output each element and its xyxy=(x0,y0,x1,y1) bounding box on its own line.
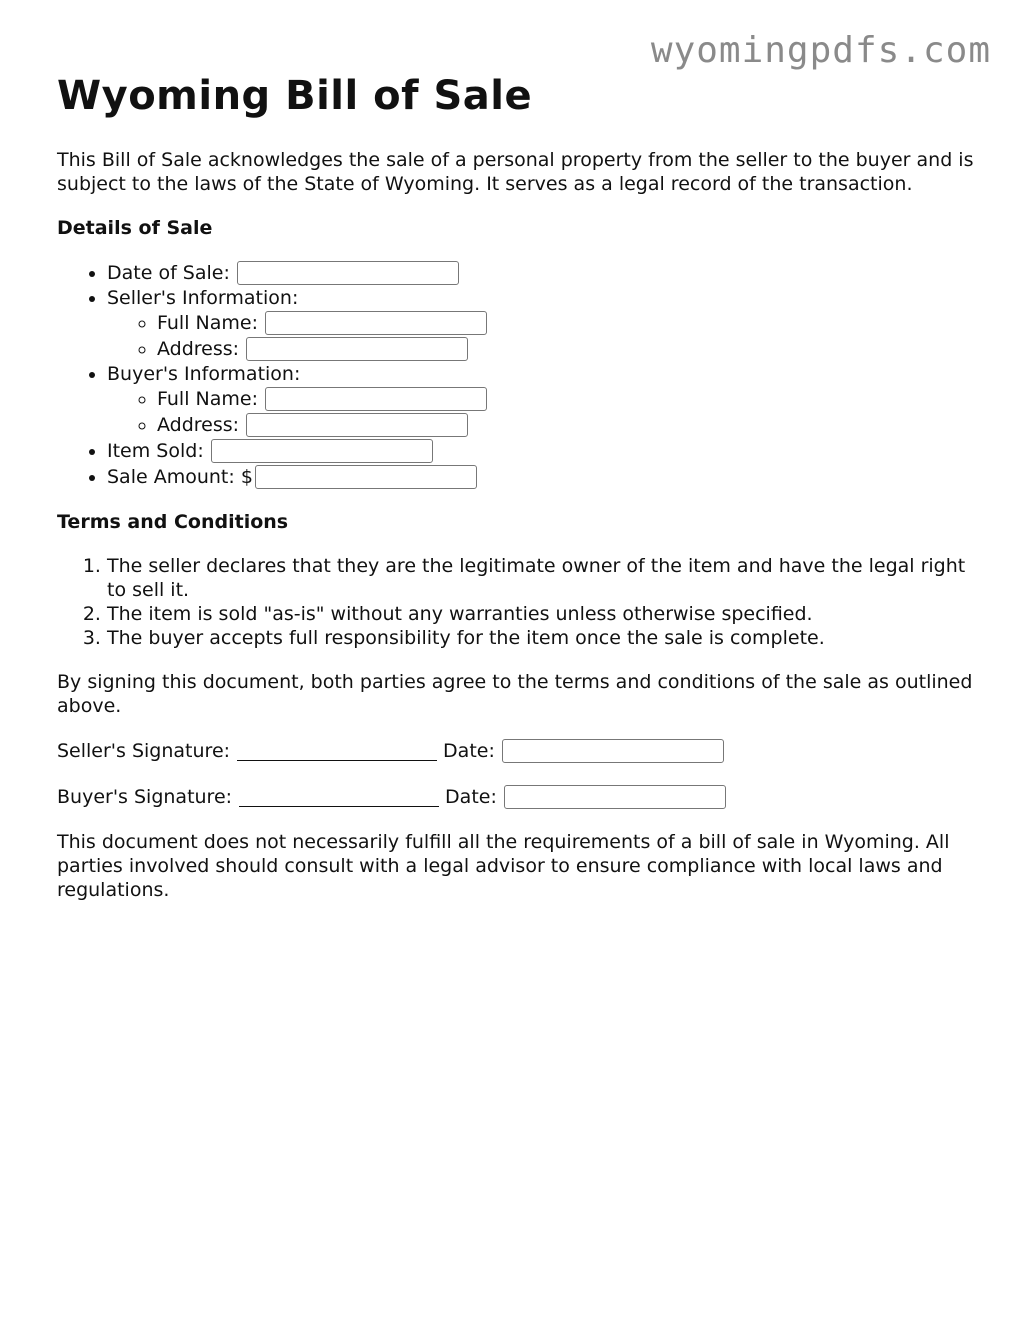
buyer-address-label: ◦ Address: xyxy=(157,414,240,436)
seller-date-input[interactable] xyxy=(502,739,724,763)
buyer-name-label: ◦ Full Name: xyxy=(157,388,258,410)
agreement-paragraph: By signing this document, both parties agree to the terms and conditions of the sale as outlined above. xyxy=(57,671,973,717)
seller-name-label: ◦ Full Name: xyxy=(157,312,258,334)
list-item-date xyxy=(107,260,977,286)
buyer-date-input[interactable] xyxy=(504,785,726,809)
buyer-info-list xyxy=(107,386,977,438)
list-item-seller-name xyxy=(157,310,977,336)
list-item-seller xyxy=(107,286,977,362)
date-of-sale-label: • Date of Sale: xyxy=(107,262,230,284)
buyer-info-label: Buyer's Information: xyxy=(107,363,301,385)
list-item-buyer xyxy=(107,362,977,438)
disclaimer-paragraph: This document does not necessarily fulfill all the requirements of a bill of sale in Wyoming. All parties involved should consult with a legal advisor to ensure compliance with local laws and regulations. xyxy=(57,831,950,901)
seller-date-label: Date: xyxy=(443,740,495,762)
date-of-sale-input[interactable] xyxy=(237,261,459,285)
buyer-signature-line[interactable] xyxy=(239,788,439,807)
seller-signature-line[interactable] xyxy=(237,742,437,761)
terms-heading: Terms and Conditions xyxy=(57,511,289,533)
buyer-signature-row xyxy=(57,784,977,810)
watermark: wyomingpdfs.com xyxy=(650,30,991,71)
intro-paragraph: This Bill of Sale acknowledges the sale of a personal property from the seller to the buyer and is subject to the laws of the State of Wyoming. It serves as a legal record of the transaction. xyxy=(57,149,974,195)
seller-address-label: ◦ Address: xyxy=(157,338,240,360)
list-item-buyer-name xyxy=(157,386,977,412)
buyer-date-label: Date: xyxy=(445,786,497,808)
list-item-seller-address xyxy=(157,336,977,362)
list-item-sale-amount xyxy=(107,464,977,490)
seller-info-label: Seller's Information: xyxy=(107,287,299,309)
seller-name-input[interactable] xyxy=(265,311,487,335)
sale-amount-input[interactable] xyxy=(255,465,477,489)
term-item: 1. The seller declares that they are the legitimate owner of the item and have the legal right to sell it. xyxy=(107,554,977,602)
term-item: 3. The buyer accepts full responsibility for the item once the sale is complete. xyxy=(107,626,977,650)
page-title: Wyoming Bill of Sale xyxy=(57,73,533,119)
seller-signature-label: Seller's Signature: xyxy=(57,740,231,762)
item-sold-label: • Item Sold: xyxy=(107,440,204,462)
list-item-buyer-address xyxy=(157,412,977,438)
list-item-item-sold xyxy=(107,438,977,464)
details-list xyxy=(57,260,977,490)
details-heading: Details of Sale xyxy=(57,217,213,239)
seller-info-list xyxy=(107,310,977,362)
buyer-address-input[interactable] xyxy=(246,413,468,437)
term-item: 2. The item is sold "as-is" without any warranties unless otherwise specified. xyxy=(107,602,977,626)
item-sold-input[interactable] xyxy=(211,439,433,463)
seller-signature-row xyxy=(57,738,977,764)
seller-address-input[interactable] xyxy=(246,337,468,361)
buyer-name-input[interactable] xyxy=(265,387,487,411)
buyer-signature-label: Buyer's Signature: xyxy=(57,786,233,808)
document xyxy=(57,72,977,922)
sale-amount-label: • Sale Amount: $ xyxy=(107,466,253,488)
terms-list xyxy=(57,554,977,650)
